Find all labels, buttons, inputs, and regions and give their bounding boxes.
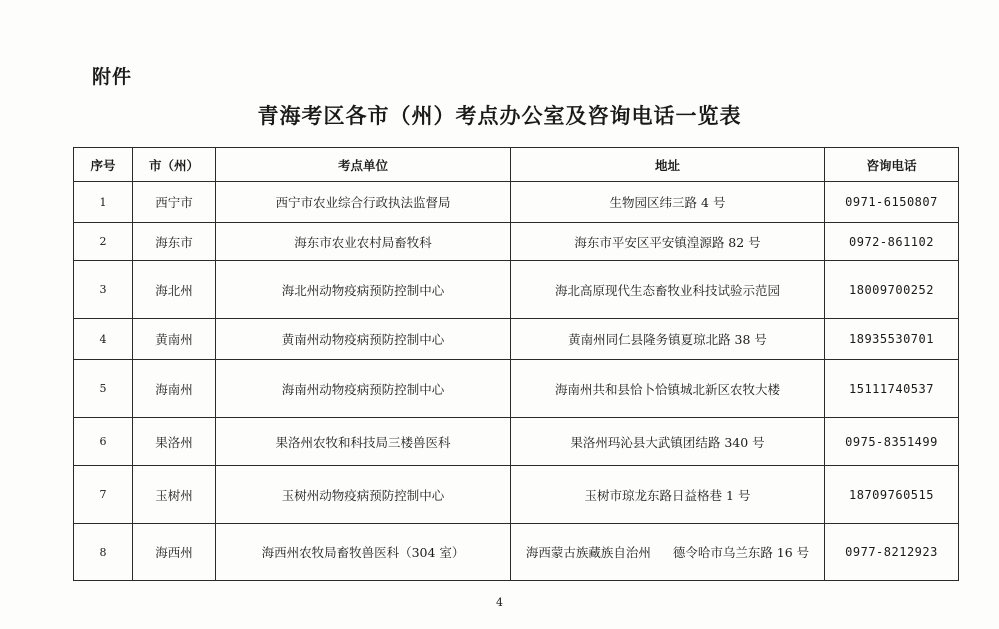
cell-address: [511, 182, 825, 223]
cell-no: 7: [74, 466, 133, 524]
cell-unit: 海北州动物疫病预防控制中心: [216, 261, 511, 319]
address-text: 玉树市琼龙东路日益格巷 1 号: [584, 487, 751, 503]
address-text: 海东市平安区平安镇湟源路 82 号: [574, 234, 761, 250]
cell-phone: 0972-861102: [825, 223, 959, 261]
table-header-row: [74, 148, 959, 182]
cell-city: 玉树州: [133, 466, 216, 524]
cell-no: 6: [74, 418, 133, 466]
header-city: 市（州）: [133, 148, 216, 182]
cell-no: 5: [74, 360, 133, 418]
cell-unit: 海西州农牧局畜牧兽医科（304 室）: [216, 524, 511, 581]
table-row: [74, 466, 959, 524]
address-extra-text: 德令哈市乌兰东路 16 号: [672, 545, 810, 560]
cell-unit: 玉树州动物疫病预防控制中心: [216, 466, 511, 524]
contact-table: [73, 147, 959, 581]
cell-phone: 0975-8351499: [825, 418, 959, 466]
cell-phone: 18009700252: [825, 261, 959, 319]
header-unit: 考点单位: [216, 148, 511, 182]
cell-phone: 15111740537: [825, 360, 959, 418]
page-number: 4: [496, 596, 503, 609]
cell-unit: 海东市农业农村局畜牧科: [216, 223, 511, 261]
cell-city: 海西州: [133, 524, 216, 581]
cell-city: 海北州: [133, 261, 216, 319]
header-no: 序号: [74, 148, 133, 182]
table-row: [74, 223, 959, 261]
attachment-label: 附件: [92, 66, 133, 88]
cell-address: [511, 360, 825, 418]
cell-phone: 18709760515: [825, 466, 959, 524]
cell-unit: 西宁市农业综合行政执法监督局: [216, 182, 511, 223]
cell-phone: 18935530701: [825, 319, 959, 360]
cell-city: 黄南州: [133, 319, 216, 360]
cell-address: [511, 223, 825, 261]
cell-unit: 海南州动物疫病预防控制中心: [216, 360, 511, 418]
cell-unit: 黄南州动物疫病预防控制中心: [216, 319, 511, 360]
cell-city: 西宁市: [133, 182, 216, 223]
cell-address: [511, 466, 825, 524]
header-phone: 咨询电话: [825, 148, 959, 182]
address-text: 海西蒙古族藏族自治州: [525, 545, 651, 560]
cell-address: [511, 261, 825, 319]
address-text: 生物园区纬三路 4 号: [609, 195, 726, 210]
cell-no: 4: [74, 319, 133, 360]
address-text: 海北高原现代生态畜牧业科技试验示范园: [554, 282, 780, 298]
document-title: 青海考区各市（州）考点办公室及咨询电话一览表: [257, 104, 742, 128]
address-text: 黄南州同仁县隆务镇夏琼北路 38 号: [568, 332, 767, 347]
table-row: [74, 418, 959, 466]
cell-address: [511, 418, 825, 466]
table-row: [74, 182, 959, 223]
cell-city: 果洛州: [133, 418, 216, 466]
cell-no: 3: [74, 261, 133, 319]
cell-city: 海东市: [133, 223, 216, 261]
table-row: [74, 524, 959, 581]
header-address: 地址: [511, 148, 825, 182]
table-row: [74, 261, 959, 319]
cell-phone: 0971-6150807: [825, 182, 959, 223]
cell-no: 2: [74, 223, 133, 261]
cell-phone: 0977-8212923: [825, 524, 959, 581]
table-row: [74, 360, 959, 418]
cell-address: [511, 524, 825, 581]
table-row: [74, 319, 959, 360]
cell-unit: 果洛州农牧和科技局三楼兽医科: [216, 418, 511, 466]
cell-city: 海南州: [133, 360, 216, 418]
cell-no: 1: [74, 182, 133, 223]
address-text: 海南州共和县恰卜恰镇城北新区农牧大楼: [554, 381, 780, 397]
address-text: 果洛州玛沁县大武镇团结路 340 号: [570, 434, 765, 450]
cell-no: 8: [74, 524, 133, 581]
cell-address: [511, 319, 825, 360]
